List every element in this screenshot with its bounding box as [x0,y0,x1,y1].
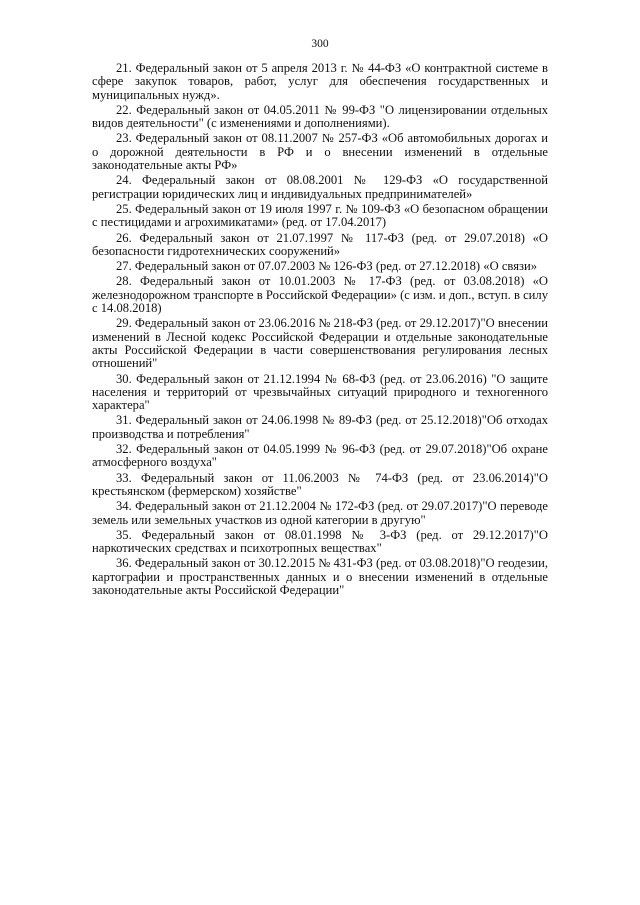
reference-item-25: 25. Федеральный закон от 19 июля 1997 г. № 109-ФЗ «О безопасном обращении с пестицидами и агрохимикатами» (ред. от 17.04.2017) [92,201,548,230]
reference-item-35: 35. Федеральный закон от 08.01.1998 № 3-ФЗ (ред. от 29.12.2017)"О наркотических средствах и психотропных веществах" [92,527,548,556]
reference-item-24: 24. Федеральный закон от 08.08.2001 № 129-ФЗ «О государственной регистрации юридических лиц и индивидуальных предпринимателей» [92,173,548,201]
reference-item-33: 33. Федеральный закон от 11.06.2003 № 74-ФЗ (ред. от 23.06.2014)"О крестьянском (фермерском) хозяйстве" [92,470,548,498]
reference-item-23: 23. Федеральный закон от 08.11.2007 № 257-ФЗ «Об автомобильных дорогах и о дорожной деятельности в РФ и о внесении изменений в отдельные законодательные акты РФ» [92,131,548,173]
reference-item-21: 21. Федеральный закон от 5 апреля 2013 г. № 44-ФЗ «О контрактной системе в сфере закупок товаров, работ, услуг для обеспечения государственных и муниципальных нужд». [92,61,548,102]
reference-item-26: 26. Федеральный закон от 21.07.1997 № 117-ФЗ (ред. от 29.07.2018) «О безопасности гидротехнических сооружений» [92,230,548,258]
reference-item-32: 32. Федеральный закон от 04.05.1999 № 96-ФЗ (ред. от 29.07.2018)"Об охране атмосферного воздуха" [92,442,548,470]
page-number: 300 [311,38,329,50]
reference-item-31: 31. Федеральный закон от 24.06.1998 № 89-ФЗ (ред. от 25.12.2018)"Об отходах производства и потребления" [92,413,548,441]
reference-list [92,62,548,599]
reference-item-36: 36. Федеральный закон от 30.12.2015 № 431-ФЗ (ред. от 03.08.2018)"О геодезии, картографии и пространственных данных и о внесении изменений в отдельные законодательные акты Российской Федерации" [92,556,548,597]
reference-item-34: 34. Федеральный закон от 21.12.2004 № 172-ФЗ (ред. от 29.07.2017)"О переводе земель или земельных участков из одной категории в другую" [92,499,548,527]
reference-item-29: 29. Федеральный закон от 23.06.2016 № 218-ФЗ (ред. от 29.12.2017)"О внесении изменений в Лесной кодекс Российской Федерации и отдельные законодательные акты Российской Федерации в части совершенствования регулирования лесных отношений" [92,316,548,371]
reference-item-27: 27. Федеральный закон от 07.07.2003 № 126-ФЗ (ред. от 27.12.2018) «О связи» [116,259,537,274]
reference-item-30: 30. Федеральный закон от 21.12.1994 № 68-ФЗ (ред. от 23.06.2016) "О защите населения и территорий от чрезвычайных ситуаций природного и техногенного характера" [92,371,548,413]
reference-item-22: 22. Федеральный закон от 04.05.2011 № 99-ФЗ "О лицензировании отдельных видов деятельности" (с изменениями и дополнениями). [92,102,548,131]
reference-item-28: 28. Федеральный закон от 10.01.2003 № 17-ФЗ (ред. от 03.08.2018) «О железнодорожном транспорте в Российской Федерации» (с изм. и доп., вступ. в силу с 14.08.2018) [92,274,548,316]
